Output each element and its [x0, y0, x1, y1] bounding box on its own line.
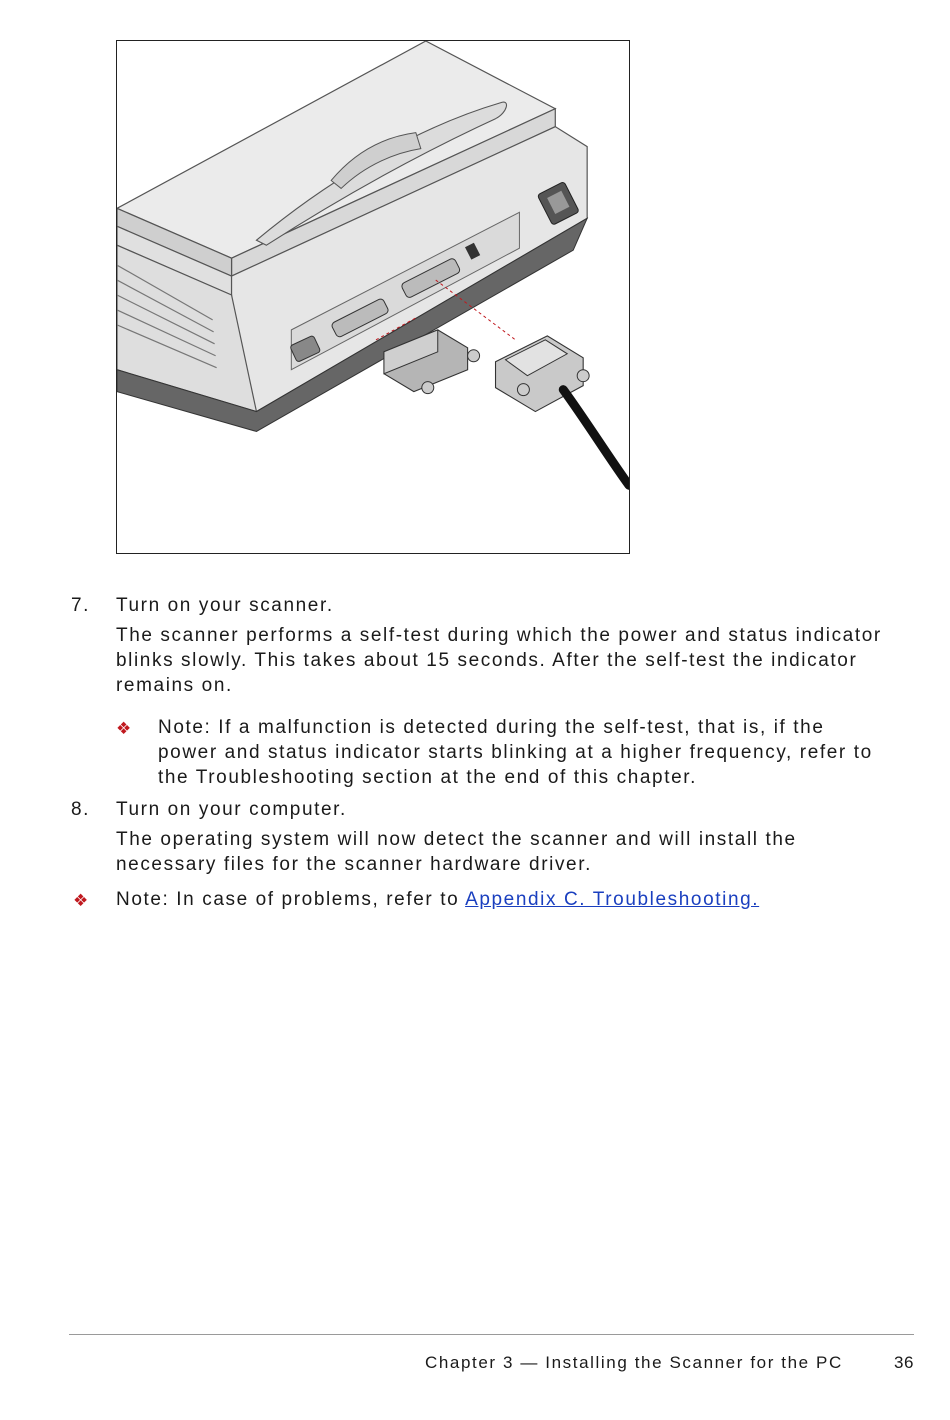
- step-8-number: 8.: [71, 799, 91, 820]
- step-7-note-line: Note: If a malfunction is detected during the self-test, that is, if the: [158, 717, 825, 738]
- page-number: 36: [894, 1353, 914, 1372]
- step-7-number: 7.: [71, 595, 91, 616]
- final-note-text: Note: In case of problems, refer to: [116, 889, 466, 910]
- step-7-body-line: blinks slowly. This takes about 15 seconds. After the self-test the indicator: [116, 650, 858, 671]
- final-note: [116, 887, 759, 912]
- step-7-title: Turn on your scanner.: [116, 595, 334, 616]
- step-8-body-line: The operating system will now detect the scanner and will install the: [116, 829, 797, 850]
- scanner-connection-illustration: [116, 40, 630, 554]
- note-bullet-icon: ❖: [116, 719, 133, 738]
- step-7-body-line: The scanner performs a self-test during which the power and status indicator: [116, 625, 882, 646]
- step-7-body-line: remains on.: [116, 675, 233, 696]
- footer-chapter-title: Chapter 3 — Installing the Scanner for the PC: [425, 1353, 843, 1372]
- step-8-title: Turn on your computer.: [116, 799, 347, 820]
- step-7-note-line: power and status indicator starts blinking at a higher frequency, refer to: [158, 742, 873, 763]
- scanner-cable-diagram: [117, 41, 629, 553]
- note-bullet-icon: ❖: [73, 891, 90, 910]
- appendix-c-link[interactable]: Appendix C. Troubleshooting.: [465, 889, 760, 910]
- footer-divider: [69, 1334, 914, 1335]
- step-8-body-line: necessary files for the scanner hardware driver.: [116, 854, 592, 875]
- step-7-note-line: the Troubleshooting section at the end of this chapter.: [158, 767, 698, 788]
